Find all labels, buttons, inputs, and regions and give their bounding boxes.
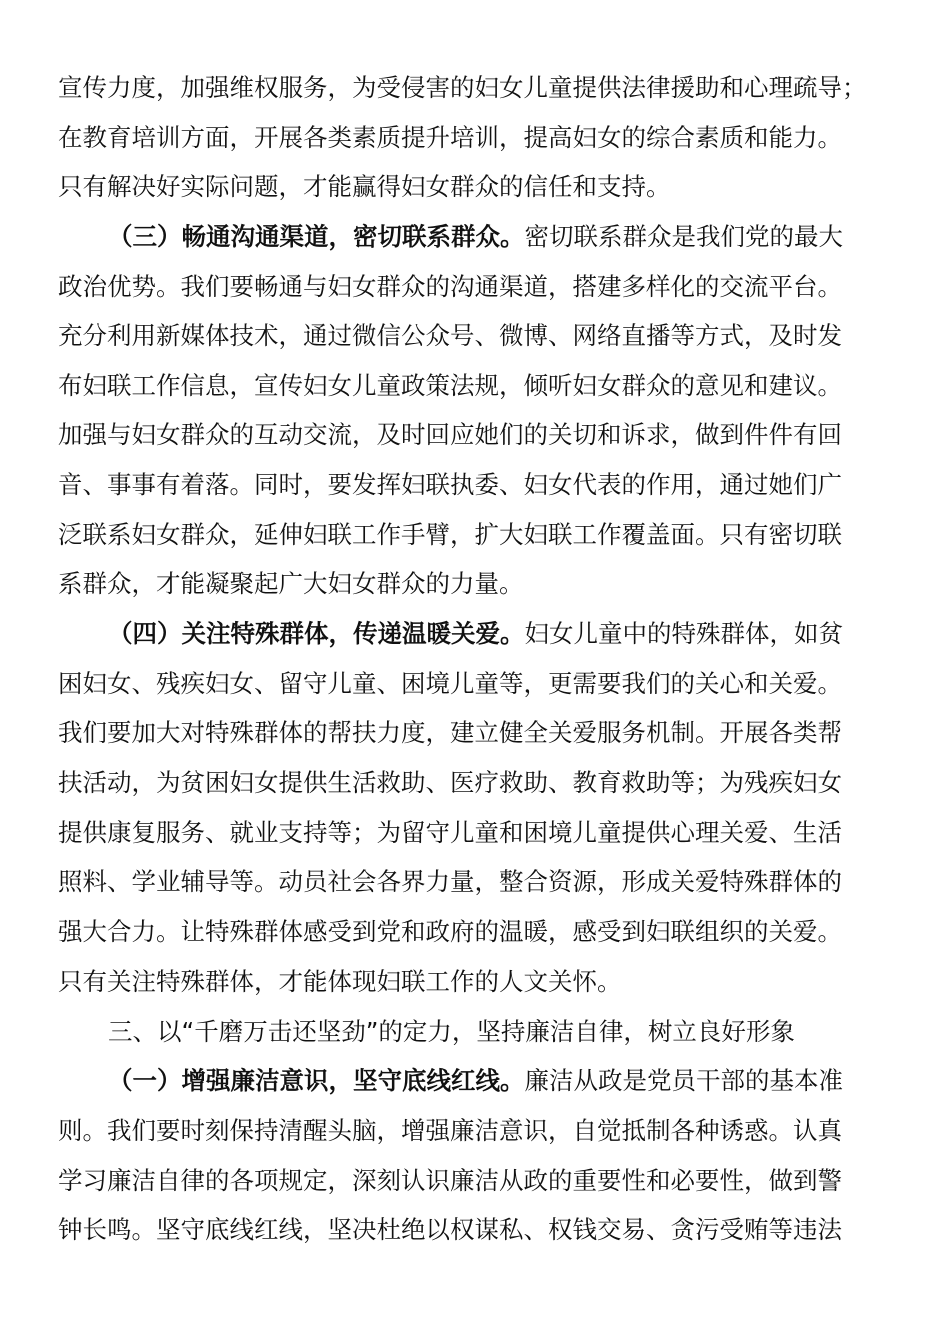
section-heading: （三）畅通沟通渠道，密切联系群众。 xyxy=(108,222,525,251)
section-heading-line: （一）增强廉洁意识，坚守底线红线。廉洁从政是党员干部的基本准 xyxy=(108,1066,843,1095)
body-line: 照料、学业辅导等。动员社会各界力量，整合资源，形成关爱特殊群体的 xyxy=(58,867,842,896)
body-line: 宣传力度，加强维权服务，为受侵害的妇女儿童提供法律援助和心理疏导； xyxy=(58,73,867,102)
body-line: 系群众，才能凝聚起广大妇女群众的力量。 xyxy=(58,569,524,598)
body-line: 提供康复服务、就业支持等；为留守儿童和困境儿童提供心理关爱、生活 xyxy=(58,818,842,847)
body-line: 音、事事有着落。同时，要发挥妇联执委、妇女代表的作用，通过她们广 xyxy=(58,470,842,499)
section-heading-line: （四）关注特殊群体，传递温暖关爱。妇女儿童中的特殊群体，如贫 xyxy=(108,619,843,648)
body-line: 我们要加大对特殊群体的帮扶力度，建立健全关爱服务机制。开展各类帮 xyxy=(58,718,842,747)
body-line: 学习廉洁自律的各项规定，深刻认识廉洁从政的重要性和必要性，做到警 xyxy=(58,1166,842,1195)
section-heading: （四）关注特殊群体，传递温暖关爱。 xyxy=(108,619,525,648)
section-heading-line: （三）畅通沟通渠道，密切联系群众。密切联系群众是我们党的最大 xyxy=(108,222,843,251)
body-line: 只有关注特殊群体，才能体现妇联工作的人文关怀。 xyxy=(58,967,622,996)
body-line: 政治优势。我们要畅通与妇女群众的沟通渠道，搭建多样化的交流平台。 xyxy=(58,272,842,301)
body-line: 钟长鸣。坚守底线红线，坚决杜绝以权谋私、权钱交易、贪污受贿等违法 xyxy=(58,1215,842,1244)
section-heading: （一）增强廉洁意识，坚守底线红线。 xyxy=(108,1066,525,1095)
chapter-heading: 三、以“千磨万击还坚劲”的定力，坚持廉洁自律，树立良好形象 xyxy=(108,1017,795,1046)
body-line: 扶活动，为贫困妇女提供生活救助、医疗救助、教育救助等；为残疾妇女 xyxy=(58,768,842,797)
body-line: 在教育培训方面，开展各类素质提升培训，提高妇女的综合素质和能力。 xyxy=(58,123,842,152)
body-line: 则。我们要时刻保持清醒头脑，增强廉洁意识，自觉抵制各种诱惑。认真 xyxy=(58,1116,842,1145)
body-line: 布妇联工作信息，宣传妇女儿童政策法规，倾听妇女群众的意见和建议。 xyxy=(58,371,842,400)
body-line: 加强与妇女群众的互动交流，及时回应她们的关切和诉求，做到件件有回 xyxy=(58,420,842,449)
body-line: 只有解决好实际问题，才能赢得妇女群众的信任和支持。 xyxy=(58,172,671,201)
body-line: 困妇女、残疾妇女、留守儿童、困境儿童等，更需要我们的关心和关爱。 xyxy=(58,669,842,698)
body-line: 充分利用新媒体技术，通过微信公众号、微博、网络直播等方式，及时发 xyxy=(58,321,842,350)
body-line: 强大合力。让特殊群体感受到党和政府的温暖，感受到妇联组织的关爱。 xyxy=(58,917,842,946)
body-line: 泛联系妇女群众，延伸妇联工作手臂，扩大妇联工作覆盖面。只有密切联 xyxy=(58,520,842,549)
